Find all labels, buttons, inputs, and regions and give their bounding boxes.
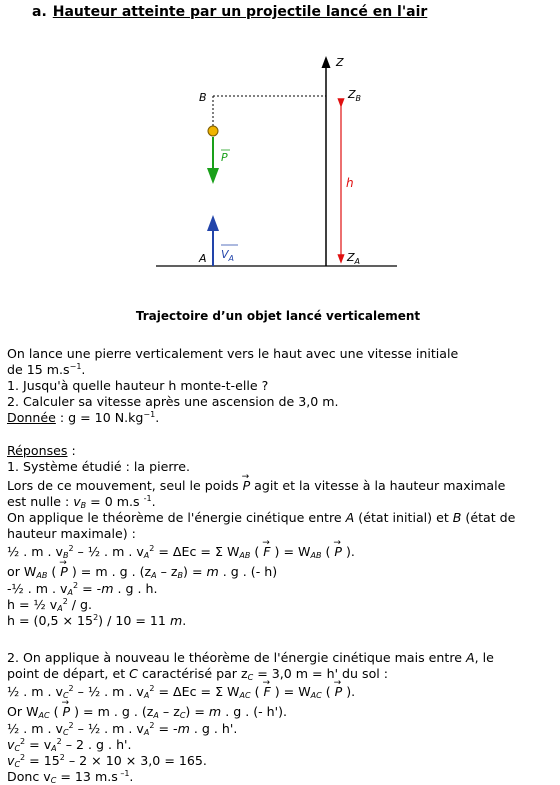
part2-line-2: point de départ, et C caractérisé par $z_C = 3,0$ m = h' du sol : (7, 666, 389, 682)
answer-line-5: hauteur maximale) : (7, 526, 136, 541)
statement-line-1: On lance une pierre verticalement vers le haut avec une vitesse initiale (7, 346, 459, 361)
label-Z: Z (336, 56, 344, 69)
equation-5: $h = (0,5 \times 15^2) / 10 = 11$ m. (7, 613, 187, 628)
diagram-caption: Trajectoire d’un objet lancé verticalement (135, 309, 421, 323)
data-given: Donnée : g = 10 $N.kg^{-1}$. (7, 410, 160, 425)
answer-line-1: 1. Système étudié : la pierre. (7, 459, 190, 474)
equation-2: or $W_{AB}$ ( → P ) = m . g . $(z_A - z_B) = m$ . g . (- h) (7, 564, 277, 580)
label-h: h (346, 176, 354, 190)
part2-equation-3: ½ . m . $v_C^2$ – ½ . m . $v_A^2 = -m$ . g . h'. (7, 721, 238, 737)
answer-line-2: Lors de ce mouvement, seul le poids → P agit et la vitesse à la hauteur maximale (7, 478, 505, 494)
projectile-ball (208, 126, 218, 136)
section-letter: a. (32, 4, 47, 20)
section-title: Hauteur atteinte par un projectile lancé en l'air (52, 4, 428, 20)
label-zb: $Z_B$ (348, 88, 362, 103)
trajectory-diagram (0, 0, 560, 300)
part2-equation-2: Or $W_{AC}$ ( → P ) = m . g . $(z_A - z_C) = m$ . g . (- h'). (7, 704, 287, 720)
label-A: A (199, 252, 207, 265)
question-2: 2. Calculer sa vitesse après une ascension de 3,0 m. (7, 394, 339, 409)
part2-equation-4: $v_C^2 = v_A^2 - 2$ . g . h'. (7, 737, 132, 753)
question-1: 1. Jusqu'à quelle hauteur h monte-t-elle ? (7, 378, 269, 393)
statement-line-2: de 15 $m.s^{-1}$. (7, 362, 86, 377)
label-za: $Z_A$ (347, 251, 361, 266)
answers-title: Réponses : (7, 443, 76, 458)
part2-equation-1: ½ . m . $v_C^2$ – ½ . m . $v_A^2 = \Delta Ec = \Sigma$ $W_{AC}$ ( → F ) = $W_{AC}$ ( → P ). (7, 684, 355, 700)
part2-line-1: 2. On applique à nouveau le théorème de l'énergie cinétique mais entre A, le (7, 650, 494, 665)
part2-conclusion: Donc $v_C = 13$ m.s $^{-1}$. (7, 769, 134, 785)
equation-1: ½ . m . $v_B^2$ – ½ . m . $v_A^2 = \Delta Ec = \Sigma$ $W_{AB}$ ( → F ) = $W_{AB}$ ( → P ). (7, 544, 355, 560)
label-P: P (221, 151, 228, 164)
label-B: B (199, 91, 207, 104)
equation-3: -½ . m . $v_A^2 = -m$ . g . h. (7, 581, 158, 597)
answer-line-3: est nulle : $v_B = 0$ m.s $^{-1}$. (7, 494, 156, 510)
label-VA: $V_A$ (221, 248, 235, 263)
answer-line-4: On applique le théorème de l'énergie cinétique entre A (état initial) et B (état de (7, 510, 516, 525)
part2-equation-5: $v_C^2 = 15^2 - 2 \times 10 \times 3,0 = 165$. (7, 753, 207, 769)
equation-4: h = ½ $v_A^2$ / g. (7, 597, 93, 613)
